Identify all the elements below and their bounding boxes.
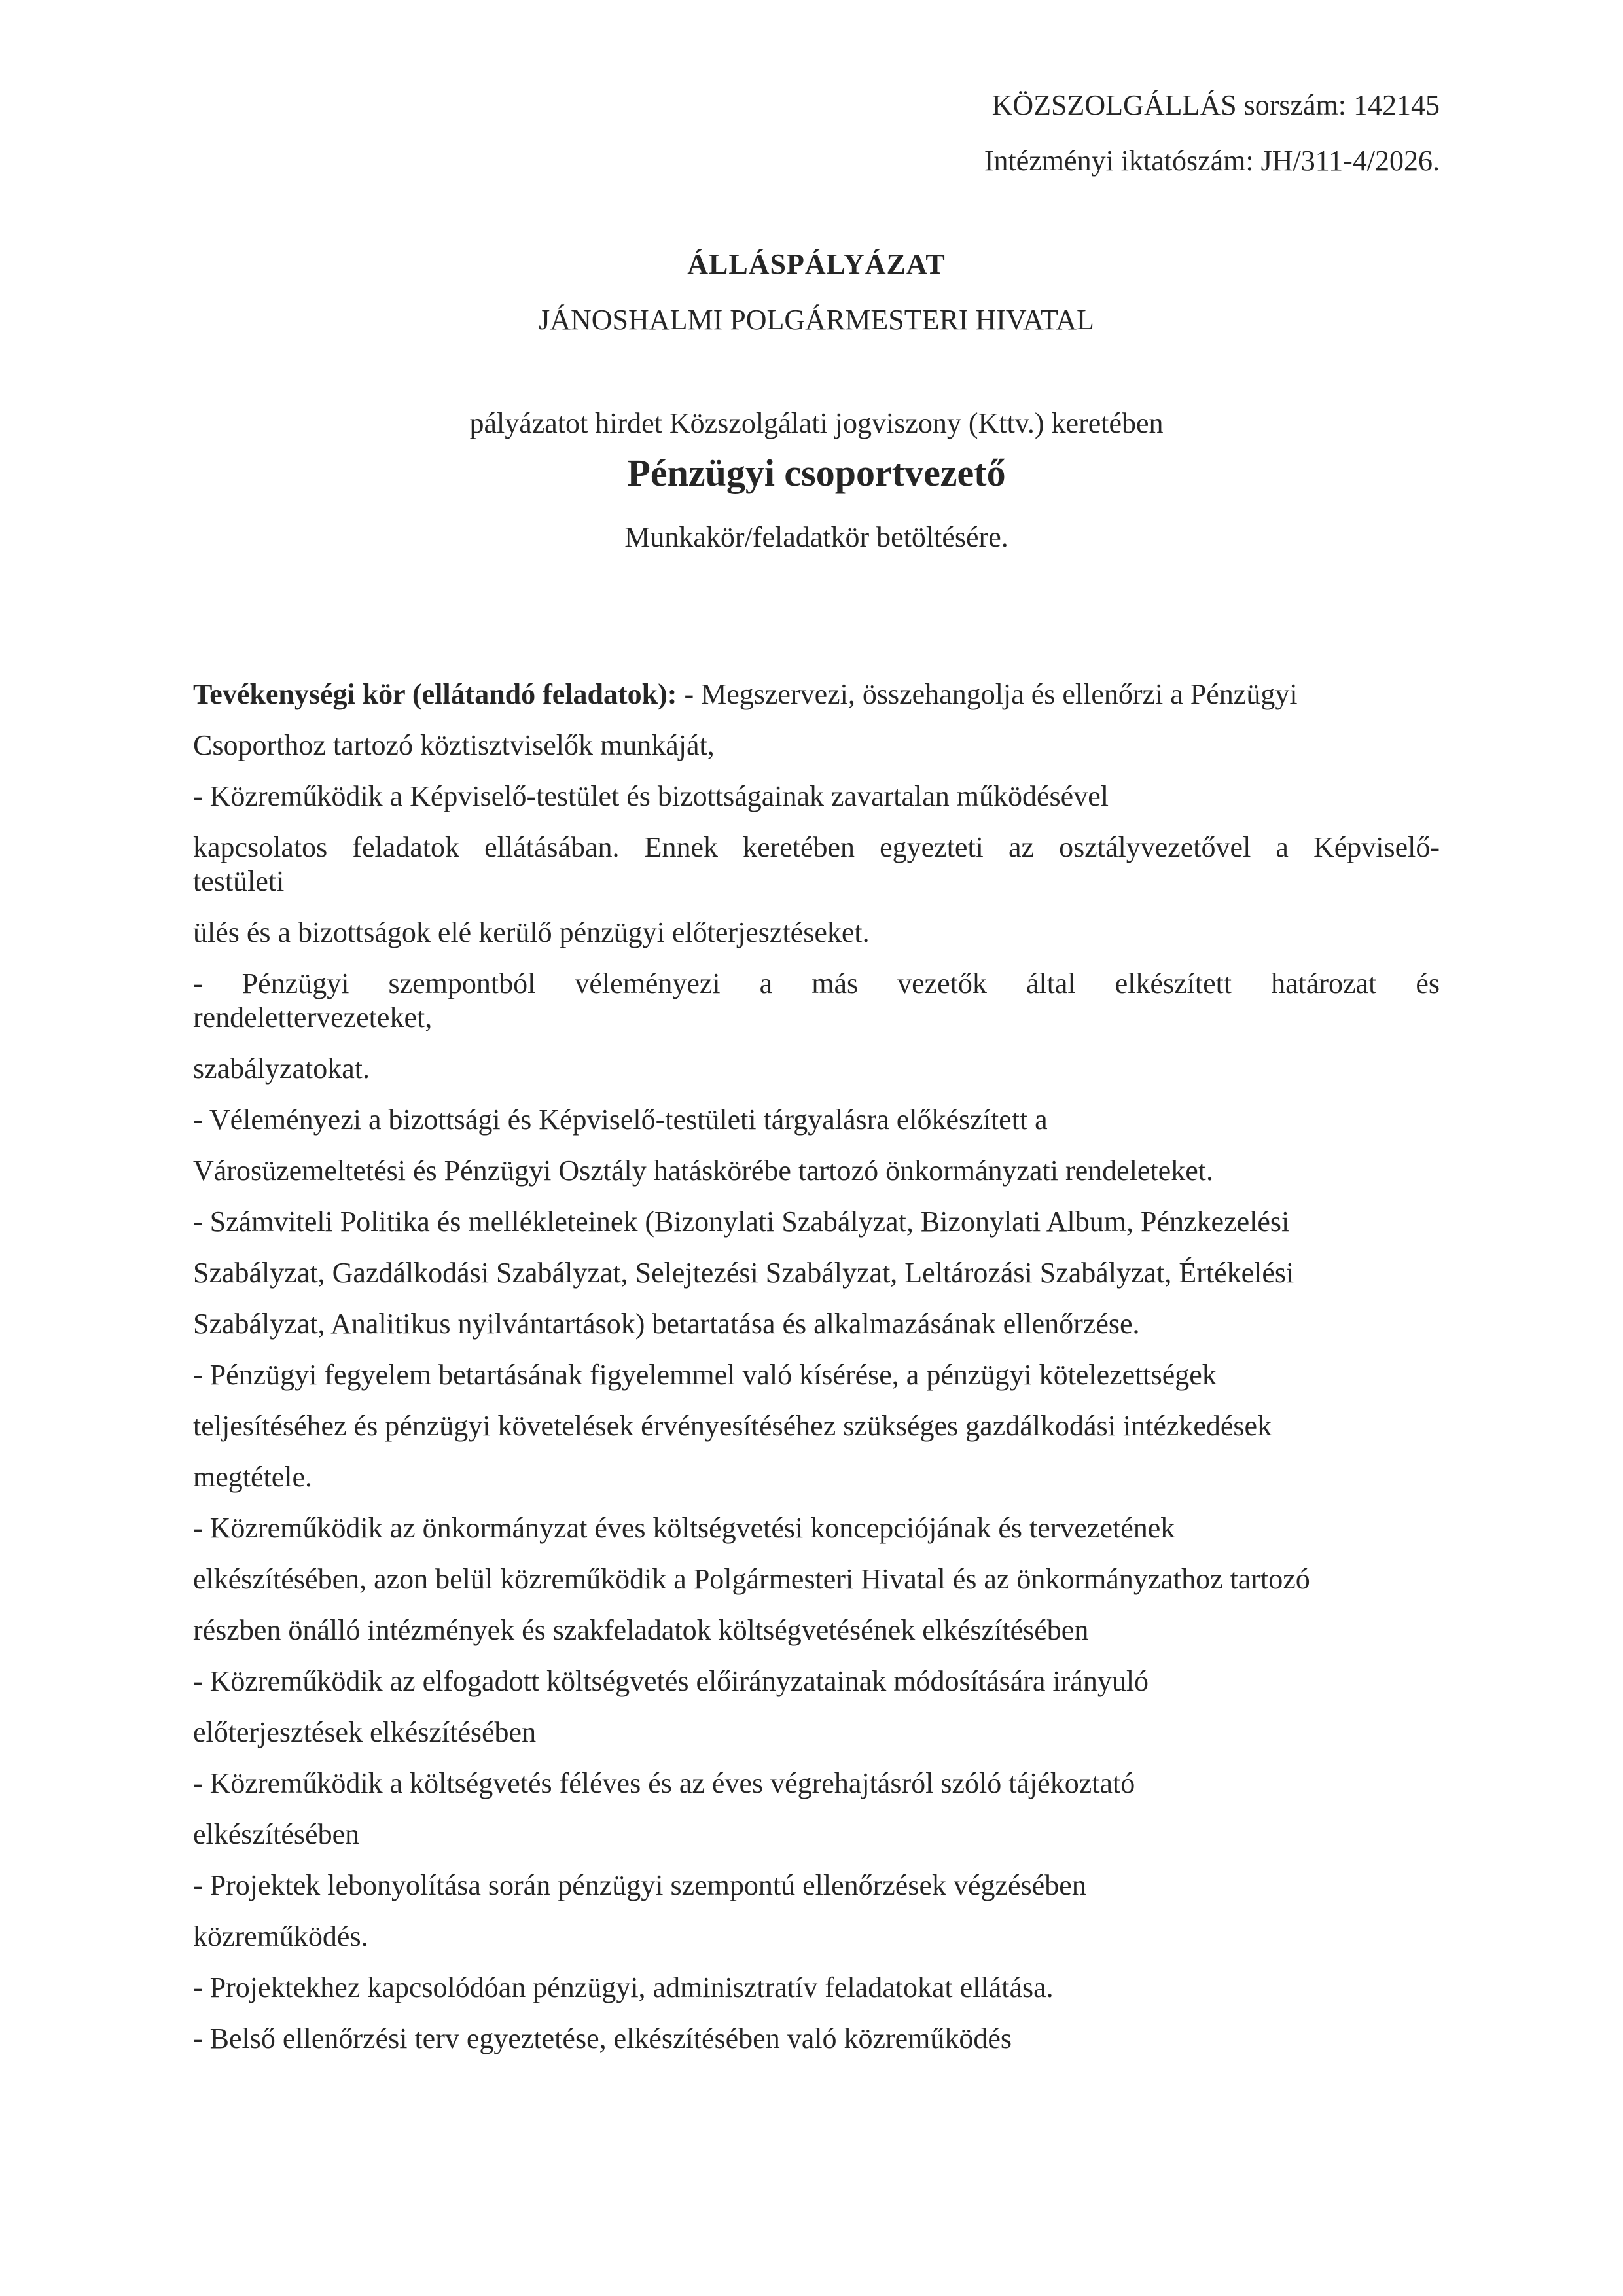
section-heading-bold: Tevékenységi kör (ellátandó feladatok): [193, 678, 677, 710]
intro-line: pályázatot hirdet Közszolgálati jogviszony (Kttv.) keretében [469, 407, 1164, 439]
body-line: - Közreműködik az önkormányzat éves költségvetési koncepciójának és tervezetének [193, 1512, 1175, 1544]
body-line: - Közreműködik a Képviselő-testület és bizottságainak zavartalan működésével [193, 780, 1109, 812]
body-line: testületi [193, 865, 285, 897]
position-title: Pénzügyi csoportvezető [627, 452, 1006, 494]
body-line: - Pénzügyi fegyelem betartásának figyelemmel való kísérése, a pénzügyi kötelezettségek [193, 1359, 1217, 1391]
organization-name: JÁNOSHALMI POLGÁRMESTERI HIVATAL [539, 304, 1094, 336]
body-line-text: - Megszervezi, összehangolja és ellenőrzi a Pénzügyi [677, 678, 1298, 710]
body-line: - Belső ellenőrzési terv egyeztetése, elkészítésében való közreműködés [193, 2022, 1012, 2054]
body-line: - Projektekhez kapcsolódóan pénzügyi, adminisztratív feladatokat ellátása. [193, 1971, 1054, 2003]
body-line: rendelettervezeteket, [193, 1001, 433, 1033]
body-line: - Véleményezi a bizottsági és Képviselő-testületi tárgyalásra előkészített a [193, 1103, 1048, 1136]
body-line: elkészítésében, azon belül közreműködik a Polgármesteri Hivatal és az önkormányzathoz tartozó [193, 1563, 1310, 1595]
body-line: - Közreműködik az elfogadott költségvetés előirányzatainak módosítására irányuló [193, 1665, 1149, 1697]
body-line: megtétele. [193, 1461, 313, 1493]
body-line: részben önálló intézmények és szakfeladatok költségvetésének elkészítésében [193, 1614, 1089, 1646]
body-line: szabályzatokat. [193, 1052, 370, 1085]
body-line: - Számviteli Politika és mellékleteinek (Bizonylati Szabályzat, Bizonylati Album, Pénzkezelési [193, 1206, 1290, 1238]
position-note: Munkakör/feladatkör betöltésére. [624, 521, 1008, 553]
body-line: Szabályzat, Gazdálkodási Szabályzat, Selejtezési Szabályzat, Leltározási Szabályzat, Értékelési [193, 1257, 1294, 1289]
body-line: Csoporthoz tartozó köztisztviselők munkáját, [193, 729, 715, 761]
body-line: - Közreműködik a költségvetés féléves és az éves végrehajtásról szóló tájékoztató [193, 1767, 1135, 1799]
body-line: Szabályzat, Analitikus nyilvántartások) betartatása és alkalmazásának ellenőrzése. [193, 1308, 1140, 1340]
body-line: ülés és a bizottságok elé kerülő pénzügyi előterjesztéseket. [193, 916, 870, 948]
body-line: elkészítésében [193, 1818, 360, 1850]
body-lines [193, 677, 1440, 2056]
serial-number-line: KÖZSZOLGÁLLÁS sorszám: 142145 [991, 89, 1440, 121]
document-title: ÁLLÁSPÁLYÁZAT [687, 248, 946, 280]
body-line [193, 677, 1440, 711]
body-line: teljesítéséhez és pénzügyi követelések érvényesítéséhez szükséges gazdálkodási intézkedések [193, 1410, 1272, 1442]
body-line: előterjesztések elkészítésében [193, 1716, 537, 1748]
body-line: Városüzemeltetési és Pénzügyi Osztály hatáskörébe tartozó önkormányzati rendeleteket. [193, 1155, 1213, 1187]
body-line: közreműködés. [193, 1920, 368, 1952]
body-line: - Projektek lebonyolítása során pénzügyi szempontú ellenőrzések végzésében [193, 1869, 1086, 1901]
body-line: - Pénzügyi szempontból véleményezi a más vezetők által elkészített határozat és [193, 967, 1440, 999]
registry-number-line: Intézményi iktatószám: JH/311-4/2026. [984, 145, 1440, 177]
body-line: kapcsolatos feladatok ellátásában. Ennek keretében egyezteti az osztályvezetővel a Képviselő- [193, 831, 1440, 863]
document-header [193, 88, 1440, 178]
